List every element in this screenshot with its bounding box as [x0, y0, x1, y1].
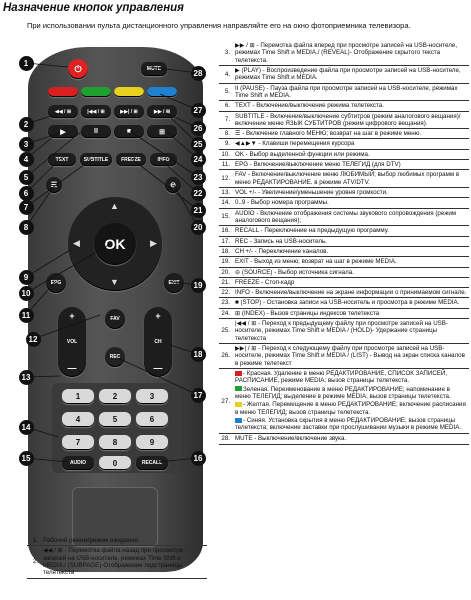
digit-7[interactable]: 7	[62, 435, 94, 450]
callout-line	[118, 358, 198, 395]
legend-number: 20.	[219, 267, 233, 277]
callout-number: 18	[191, 347, 206, 362]
callout-number: 28	[191, 66, 206, 81]
callout-number: 24	[191, 152, 206, 167]
legend-number: 15.	[219, 208, 233, 226]
callout-number: 19	[191, 278, 206, 293]
legend-text: |◀◀ / ⊞ - Переход к предыдущему файлу при просмотре записей на USB-носителе, режимах Time Shift и MEDIA / (HOLD)- Удержание страницы телетекста	[233, 319, 469, 344]
page-title: Назначение кнопок управления	[3, 2, 184, 14]
digit-5[interactable]: 5	[99, 412, 131, 427]
digit-1[interactable]: 1	[62, 389, 94, 404]
fav-button[interactable]: FAV	[105, 309, 125, 329]
legend-number: 1.	[27, 536, 41, 546]
legend-text: ▶ (PLAY) - Воспроизведение файла при просмотре записей на USB-носителе, режимах Time Shift и MEDIA.	[233, 65, 469, 83]
legend-number: 11.	[219, 160, 233, 170]
callout-number: 20	[191, 220, 206, 235]
legend-number: 8.	[219, 129, 233, 139]
legend-number: 27.	[219, 368, 233, 434]
callout-number: 17	[191, 388, 206, 403]
callout-number: 25	[191, 137, 206, 152]
callout-number: 11	[19, 308, 34, 323]
vol-label: VOL	[66, 339, 78, 345]
legend-number: 25.	[219, 319, 233, 344]
legend-text: SUBTITLE - Включение/выключение субтитров (режим аналогового вещания)/ включение меню ЯЗЫК СУБТИТРОВ (режим цифрового вещания).	[233, 111, 469, 129]
digit-9[interactable]: 9	[136, 435, 168, 450]
legend-text: CH +/- - Переключение каналов.	[233, 246, 469, 256]
forward-button[interactable]: ▶▶ / ⊞	[147, 105, 177, 118]
legend-text: FAV - Включение/выключение меню ЛЮБИМЫЙ; выбор любимых программ в меню РЕДАКТИРОВАНИЕ. в режиме ATV/DTV.	[233, 170, 469, 188]
legend-text: II (PAUSE) - Пауза файла при просмотре записей на USB-носителе, режимах Time Shift и MEDIA.	[233, 83, 469, 101]
ch-down-label: —	[153, 363, 163, 373]
callout-number: 6	[19, 186, 34, 201]
callout-line	[130, 131, 198, 177]
color-key-text: - Красная. Удаление в меню РЕДАКТИРОВАНИЕ, СПИСОК ЗАПИСЕЙ, РАСПИСАНИЕ, режиме MEDIA; вызов страницы телетекста.	[235, 369, 448, 385]
legend-text: 0..9 - Выбор номера программы.	[233, 198, 469, 208]
legend-number: 6.	[219, 101, 233, 111]
rec-button[interactable]: REC	[105, 347, 125, 367]
legend-number: 26.	[219, 344, 233, 369]
legend-number: 7.	[219, 111, 233, 129]
callout-number: 16	[191, 451, 206, 466]
legend-number: 5.	[219, 83, 233, 101]
legend-number: 2.	[27, 546, 41, 578]
legend-text: ▶▶| / ⊞ - Переход к следующему файлу при просмотре записей на USB-носителе, режимах Time Shift и MEDIA / (LIST) - Вывод на экран списка каналов в режиме телетекст	[233, 344, 469, 369]
callout-line	[26, 131, 82, 177]
legend-number: 21.	[219, 277, 233, 287]
callout-number: 21	[191, 203, 206, 218]
legend-number: 4.	[219, 65, 233, 83]
subtitle-button[interactable]: SUBTITLE	[80, 153, 112, 166]
callout-number: 8	[19, 220, 34, 235]
audio-button[interactable]: AUDIO	[62, 456, 94, 470]
exit-button[interactable]: EXIT	[164, 273, 184, 293]
legend-text: EPG - Включение/выключение меню ТЕЛЕГИД (для DTV)	[233, 160, 469, 170]
legend-number: 28.	[219, 434, 233, 444]
legend-text: RECALL - Переключение на предыдущую программу.	[233, 226, 469, 236]
ok-button[interactable]: OK	[94, 223, 136, 265]
play-button[interactable]: ▶	[48, 125, 78, 138]
legend-text: INFO - Включение/выключение на экране информации о принимаемом сигнале.	[233, 288, 469, 298]
legend-text: FREEZE - Стоп-кадр	[233, 277, 469, 287]
digit-0[interactable]: 0	[99, 456, 131, 470]
legend-number: 16.	[219, 226, 233, 236]
color-key-text: - Желтая. Перемещение в меню РЕДАКТИРОВАНИЕ; включение расписания в меню ТЕЛЕГИД; вызов страницы телетекста.	[235, 401, 466, 416]
callout-number: 27	[191, 103, 206, 118]
legend-text: ◀▲▶▼ - Клавиши перемещения курсора	[233, 139, 469, 149]
epg-button[interactable]: EPG	[46, 273, 66, 293]
callout-number: 13	[19, 370, 34, 385]
index-button[interactable]: ⊞	[147, 125, 177, 138]
legend-text: ⊖ (SOURCE) - Выбор источника сигнала.	[233, 267, 469, 277]
callout-number: 3	[19, 137, 34, 152]
legend-number: 12.	[219, 170, 233, 188]
callout-number: 12	[26, 332, 41, 347]
callout-number: 1	[19, 56, 34, 71]
legend-text: EXIT - Выход из меню; возврат на шаг в режиме MEDIA.	[233, 257, 469, 267]
legend-text: ⊞ (INDEX) - Вызов страницы индексов телетекста	[233, 308, 469, 318]
callout-number: 26	[191, 121, 206, 136]
legend-number: 9.	[219, 139, 233, 149]
color-key-text: Зеленая. Переименование в меню РЕДАКТИРОВАНИЕ; напоминание в меню ТЕЛЕГИД; выделение в режиме MEDIA; вызов страницы телетекста.	[235, 385, 451, 400]
legend-number: 19.	[219, 257, 233, 267]
legend-number: 23.	[219, 298, 233, 308]
arrow-left-icon[interactable]: ◀	[73, 238, 80, 248]
rewind-button[interactable]: ◀◀ / ⊞	[48, 105, 78, 118]
vol-down-label: —	[67, 363, 77, 373]
ch-up-label: +	[155, 311, 161, 321]
vol-up-label: +	[69, 311, 75, 321]
legend-text: Рабочий режим/режим ожидания.	[41, 536, 207, 546]
legend-text: ■ (STOP) - Остановка записи на USB-носитель и просмотра в режиме MEDIA.	[233, 298, 469, 308]
mute-button[interactable]: MUTE	[141, 62, 167, 76]
color-key-text: - Синяя. Установка скрытия в меню РЕДАКТИРОВАНИЕ; вызов страницы телетекста; включение заставки при прослушивании музыки в режиме MEDIA.	[235, 416, 462, 432]
source-button[interactable]: ⊖	[165, 177, 181, 193]
prev-button[interactable]: |◀◀ / ⊞	[81, 105, 111, 118]
ch-label: CH	[154, 339, 162, 345]
next-button[interactable]: ▶▶| / ⊞	[114, 105, 144, 118]
text-button[interactable]: TEXT	[48, 153, 76, 166]
digit-6[interactable]: 6	[136, 412, 168, 427]
callout-line	[33, 315, 100, 339]
callout-number: 9	[19, 270, 34, 285]
stop-button[interactable]: ■	[114, 125, 144, 138]
digit-8[interactable]: 8	[99, 435, 131, 450]
intro-text: При использовании пульта дистанционного управления направляйте его на окно фотоприемника телевизора.	[27, 21, 411, 30]
digit-3[interactable]: 3	[136, 389, 168, 404]
callout-number: 22	[191, 186, 206, 201]
arrow-right-icon[interactable]: ▶	[150, 238, 157, 248]
legend-text: ☰ - Включение главного МЕНЮ; возврат на шаг в режиме меню.	[233, 129, 469, 139]
legend-number: 3.	[219, 41, 233, 65]
info-button[interactable]: INFO	[150, 153, 177, 166]
callout-number: 10	[19, 286, 34, 301]
legend-text: ▶▶ / ⊞ - Перемотка файла вперед при просмотре записей на USB-носителе, режимах Time Shift и MEDIA./ (REVEAL)- Отображение скрытого текста телетекста.	[233, 41, 469, 65]
callout-number: 2	[19, 117, 34, 132]
menu-button[interactable]: ☰	[46, 177, 62, 193]
legend-text: MUTE - Выключение/включение звука.	[233, 434, 469, 444]
legend-text: TEXT - Включение/выключение режима телетекста.	[233, 101, 469, 111]
pause-button[interactable]: II	[81, 125, 111, 138]
callout-number: 5	[19, 170, 34, 185]
legend-number: 14.	[219, 198, 233, 208]
callout-number: 14	[19, 420, 34, 435]
arrow-up-icon[interactable]: ▲	[110, 201, 119, 211]
legend-text: AUDIO - Включение отображения системы звукового сопровождения (режим аналогового вещания);	[233, 208, 469, 226]
power-button[interactable]: ⏻	[68, 59, 88, 79]
legend-number: 22.	[219, 288, 233, 298]
callout-number: 4	[19, 152, 34, 167]
recall-button[interactable]: RECALL	[136, 456, 168, 470]
legend-text: VOL +/- - Увеличение/уменьшение уровня громкости.	[233, 188, 469, 198]
callout-number: 23	[191, 170, 206, 185]
freeze-button[interactable]: FREEZE	[116, 153, 146, 166]
digit-4[interactable]: 4	[62, 412, 94, 427]
callout-number: 15	[19, 451, 34, 466]
legend-number: 10.	[219, 149, 233, 159]
digit-2[interactable]: 2	[99, 389, 131, 404]
legend-text: REC - Запись на USB-носитель.	[233, 236, 469, 246]
legend-number: 17.	[219, 236, 233, 246]
legend-number: 24.	[219, 308, 233, 318]
legend-text: OK - Выбор выделенной функции или режима.	[233, 149, 469, 159]
legend-number: 18.	[219, 246, 233, 256]
legend-text: ◀◀ / ⊞ - Перемотка файла назад при просмотре записей на USB-носителе, режимах Time Shift и MEDIA./ (SUBPAGE)-Отображение подстраницы телетекста	[41, 546, 207, 578]
callout-number: 7	[19, 200, 34, 215]
legend-number: 13.	[219, 188, 233, 198]
arrow-down-icon[interactable]: ▼	[110, 277, 119, 287]
